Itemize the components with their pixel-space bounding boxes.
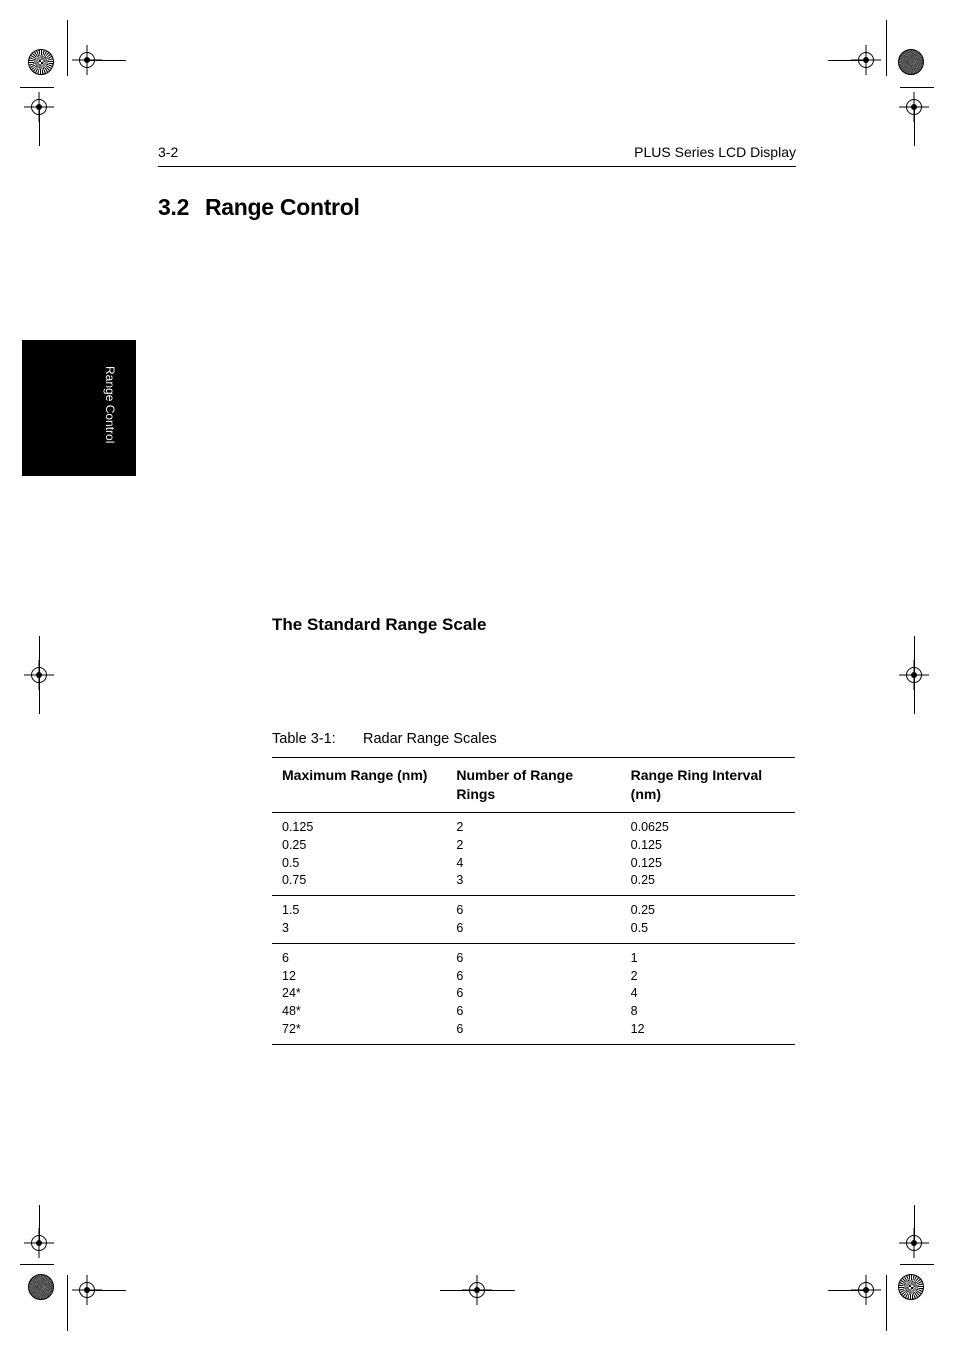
table-cell: 6 bbox=[456, 968, 464, 983]
table-cell: 3 bbox=[456, 873, 464, 888]
range-scales-table bbox=[272, 757, 795, 1045]
header-document-title: PLUS Series LCD Display bbox=[634, 144, 796, 160]
crop-line bbox=[914, 106, 915, 146]
table-row bbox=[272, 837, 795, 855]
table-cell: 2 bbox=[630, 968, 638, 983]
crop-line bbox=[39, 106, 40, 146]
column-header: Number of Range Rings bbox=[456, 767, 574, 802]
crop-line bbox=[828, 60, 868, 61]
column-header: Maximum Range (nm) bbox=[282, 767, 428, 783]
table-cell: 0.5 bbox=[630, 920, 649, 935]
table-cell: 4 bbox=[456, 855, 464, 870]
table-caption-title: Radar Range Scales bbox=[363, 731, 497, 747]
table-cell: 1.5 bbox=[282, 903, 300, 918]
crop-line bbox=[914, 1205, 915, 1245]
table-cell: 48* bbox=[282, 1004, 301, 1019]
side-tab-label: Range Control bbox=[103, 366, 117, 444]
crop-line bbox=[86, 60, 126, 61]
table-cell: 0.125 bbox=[630, 837, 662, 852]
crop-line bbox=[39, 1205, 40, 1245]
table-cell: 4 bbox=[630, 986, 638, 1001]
table-cell: 12 bbox=[282, 968, 296, 983]
table-row bbox=[272, 813, 795, 837]
table-row bbox=[272, 1003, 795, 1021]
table-cell: 2 bbox=[456, 837, 464, 852]
table-caption bbox=[272, 731, 497, 747]
color-target-icon bbox=[898, 1274, 924, 1300]
crop-line bbox=[86, 1290, 126, 1291]
crop-line bbox=[67, 1275, 68, 1331]
table-cell: 3 bbox=[282, 920, 289, 935]
table-cell: 0.125 bbox=[282, 820, 314, 834]
table-cell: 6 bbox=[282, 950, 289, 965]
chapter-side-tab bbox=[22, 340, 136, 476]
table-row bbox=[272, 872, 795, 895]
table-group bbox=[272, 943, 795, 1044]
table-cell: 0.125 bbox=[630, 855, 662, 870]
crop-line bbox=[67, 20, 68, 76]
table-cell: 6 bbox=[456, 1004, 464, 1019]
column-header: Range Ring Interval (nm) bbox=[630, 767, 763, 802]
section-heading bbox=[158, 194, 360, 221]
header-page-number: 3-2 bbox=[158, 144, 179, 160]
crop-line bbox=[39, 636, 40, 714]
table-cell: 6 bbox=[456, 986, 464, 1001]
crop-line bbox=[20, 1264, 54, 1265]
table-cell: 24* bbox=[282, 986, 301, 1001]
table-cell: 8 bbox=[630, 1004, 638, 1019]
color-target-icon bbox=[898, 49, 924, 75]
table-group bbox=[272, 896, 795, 944]
table-row bbox=[272, 1021, 795, 1044]
table-cell: 6 bbox=[456, 903, 464, 918]
table-cell: 72* bbox=[282, 1021, 301, 1036]
crop-line bbox=[900, 1264, 934, 1265]
table-cell: 1 bbox=[630, 950, 638, 965]
section-title: Range Control bbox=[205, 194, 360, 220]
table-cell: 2 bbox=[456, 820, 464, 834]
table-cell: 6 bbox=[456, 920, 464, 935]
table-row bbox=[272, 855, 795, 873]
table-cell: 0.25 bbox=[630, 903, 655, 918]
table-header-row bbox=[272, 758, 795, 813]
crop-line bbox=[886, 1275, 887, 1331]
crop-line bbox=[886, 20, 887, 76]
table-cell: 0.25 bbox=[630, 873, 655, 888]
table-cell: 12 bbox=[630, 1021, 645, 1036]
crop-line bbox=[914, 636, 915, 714]
section-number: 3.2 bbox=[158, 194, 190, 220]
table-row bbox=[272, 943, 795, 967]
table-cell: 0.5 bbox=[282, 855, 300, 870]
table-row bbox=[272, 985, 795, 1003]
table-cell: 0.25 bbox=[282, 837, 307, 852]
table-row bbox=[272, 920, 795, 943]
crop-line bbox=[440, 1290, 515, 1291]
table-cell: 6 bbox=[456, 950, 464, 965]
table-group bbox=[272, 813, 795, 896]
table-cell: 0.75 bbox=[282, 873, 307, 888]
crop-line bbox=[828, 1290, 868, 1291]
header-rule bbox=[158, 166, 796, 167]
crop-line bbox=[900, 87, 934, 88]
table-cell: 0.0625 bbox=[630, 820, 669, 834]
table-row bbox=[272, 968, 795, 986]
color-target-icon bbox=[28, 1274, 54, 1300]
crop-line bbox=[20, 87, 54, 88]
table-caption-number: Table 3-1: bbox=[272, 731, 336, 747]
color-target-icon bbox=[28, 49, 54, 75]
table-cell: 6 bbox=[456, 1021, 464, 1036]
subsection-heading: The Standard Range Scale bbox=[272, 615, 487, 634]
table-row bbox=[272, 896, 795, 920]
